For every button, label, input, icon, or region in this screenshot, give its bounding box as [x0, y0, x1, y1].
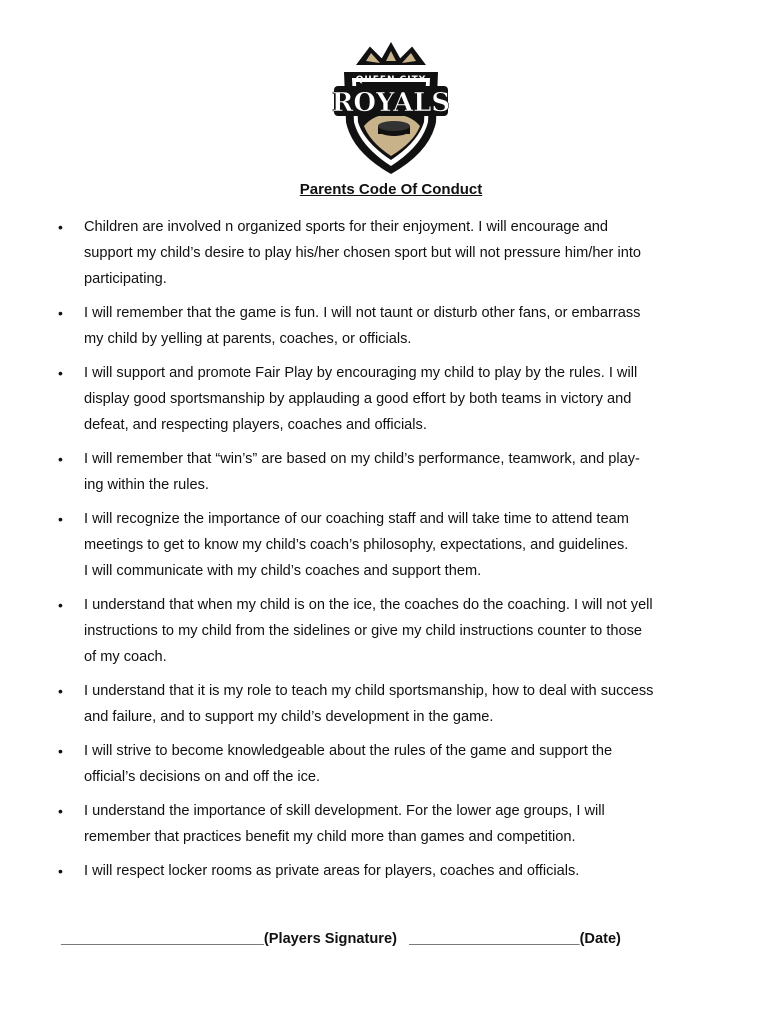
conduct-rules-list [56, 214, 721, 892]
page-title: Parents Code Of Conduct [299, 181, 483, 198]
bullet-icon: • [58, 365, 63, 381]
bullet-icon: • [58, 597, 63, 613]
logo-main-text: ROYALS [331, 88, 451, 118]
list-item [56, 446, 721, 498]
list-item [56, 506, 721, 584]
rule-line: I will remember that the game is fun. I will not taunt or disturb other fans, or embarrass [84, 305, 641, 321]
rule-line: I will respect locker rooms as private areas for players, coaches and officials. [84, 863, 580, 879]
rule-line: I understand that it is my role to teach my child sportsmanship, how to deal with success [84, 683, 654, 699]
rule-line: I understand the importance of skill development. For the lower age groups, I will [84, 803, 605, 819]
bullet-icon: • [58, 305, 63, 321]
rule-line: participating. [84, 271, 167, 287]
rule-line: meetings to get to know my child’s coach’s philosophy, expectations, and guidelines. [84, 537, 629, 553]
rule-line: I will communicate with my child’s coaches and support them. [84, 563, 482, 579]
queen-city-royals-logo [330, 42, 452, 176]
rule-line: Children are involved n organized sports for their enjoyment. I will encourage and [84, 219, 609, 235]
rule-line: support my child’s desire to play his/her chosen sport but will not pressure him/her into [84, 245, 641, 261]
list-item [56, 858, 721, 884]
date-label: (Date) [579, 931, 621, 947]
players-signature-label: (Players Signature) [263, 931, 397, 947]
rule-line: of my coach. [84, 649, 167, 665]
players-signature-field[interactable]: _________________________ [61, 931, 264, 947]
rule-line: official’s decisions on and off the ice. [84, 769, 321, 785]
rule-line: I understand that when my child is on the ice, the coaches do the coaching. I will not yell [84, 597, 653, 613]
bullet-icon: • [58, 683, 63, 699]
list-item [56, 738, 721, 790]
list-item [56, 214, 721, 292]
rule-line: defeat, and respecting players, coaches and officials. [84, 417, 427, 433]
list-item [56, 798, 721, 850]
bullet-icon: • [58, 511, 63, 527]
list-item [56, 592, 721, 670]
rule-line: my child by yelling at parents, coaches, or officials. [84, 331, 412, 347]
bullet-icon: • [58, 803, 63, 819]
bullet-icon: • [58, 451, 63, 467]
bullet-icon: • [58, 863, 63, 879]
rule-line: remember that practices benefit my child more than games and competition. [84, 829, 576, 845]
list-item [56, 678, 721, 730]
list-item [56, 300, 721, 352]
signature-line [61, 931, 761, 947]
bullet-icon: • [58, 743, 63, 759]
rule-line: I will recognize the importance of our coaching staff and will take time to attend team [84, 511, 629, 527]
bullet-icon: • [58, 219, 63, 235]
rule-line: I will remember that “win’s” are based on my child’s performance, teamwork, and play- [84, 451, 640, 467]
rule-line: instructions to my child from the sidelines or give my child instructions counter to those [84, 623, 643, 639]
rule-line: ing within the rules. [84, 477, 209, 493]
list-item [56, 360, 721, 438]
logo-top-text: QUEEN CITY [355, 75, 427, 85]
rule-line: display good sportsmanship by applauding a good effort by both teams in victory and [84, 391, 632, 407]
date-field[interactable]: _____________________ [409, 931, 580, 947]
logo-crest-icon [330, 42, 452, 176]
rule-line: I will support and promote Fair Play by encouraging my child to play by the rules. I will [84, 365, 638, 381]
rule-line: and failure, and to support my child’s development in the game. [84, 709, 494, 725]
rule-line: I will strive to become knowledgeable about the rules of the game and support the [84, 743, 613, 759]
